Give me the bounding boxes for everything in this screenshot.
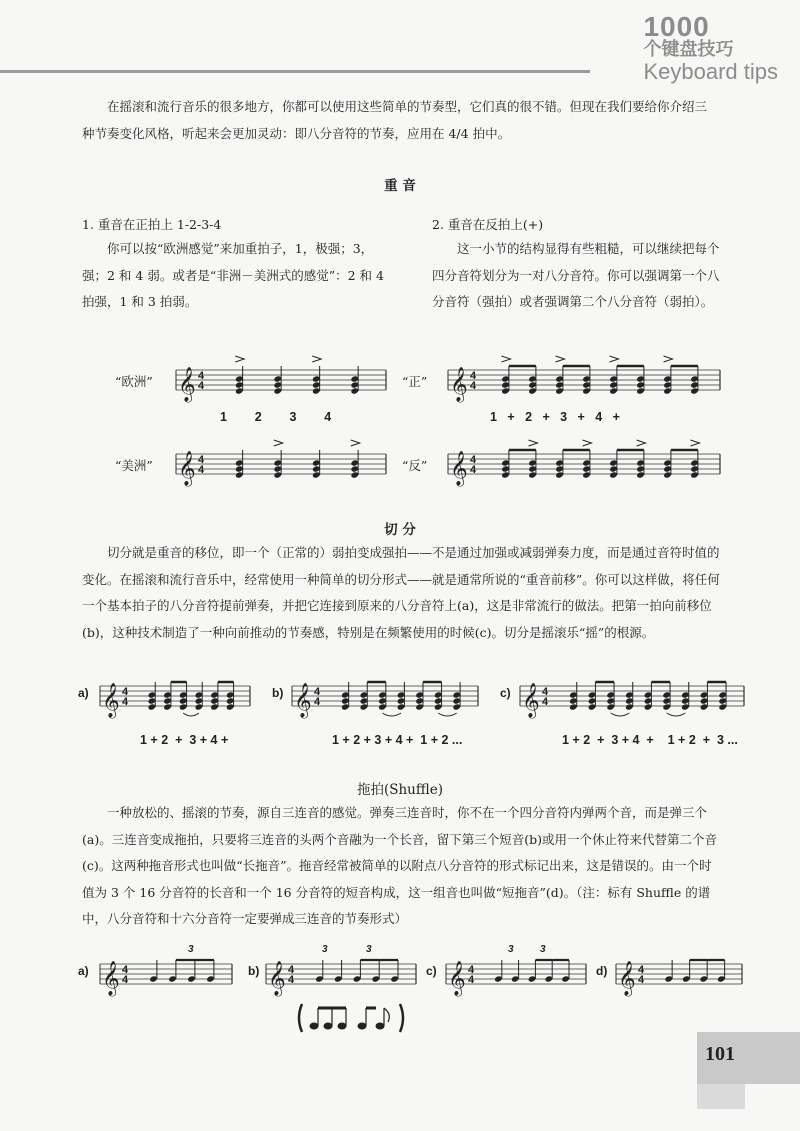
staff-american	[176, 446, 386, 484]
sync-count-b: 1 + 2 + 3 + 4 + 1 + 2 ...	[332, 733, 463, 747]
svg-text:𝄞: 𝄞	[102, 961, 120, 996]
svg-text:4: 4	[638, 964, 645, 976]
syncopation-heading: 切 分	[384, 522, 416, 538]
svg-text:𝄞: 𝄞	[178, 367, 196, 402]
page-number: 101	[705, 1043, 735, 1065]
staff-sync-a	[100, 678, 250, 716]
svg-text:4: 4	[122, 974, 129, 986]
beat-count-quarter: 1 2 3 4	[220, 410, 332, 424]
svg-text:4: 4	[198, 454, 205, 466]
svg-text:4: 4	[470, 454, 477, 466]
sync-count-c: 1 + 2 + 3 + 4 + 1 + 2 + 3 ...	[562, 733, 738, 747]
shuffle-example-b-label: b)	[248, 964, 260, 978]
staff-shuffle-b	[266, 956, 416, 994]
staff-shuffle-d	[616, 956, 742, 994]
svg-text:4: 4	[198, 464, 205, 476]
shuffle-heading: 拖拍(Shuffle)	[356, 782, 444, 798]
svg-text:4: 4	[122, 964, 129, 976]
svg-text:4: 4	[638, 974, 645, 986]
svg-text:4: 4	[468, 974, 475, 986]
brand-title-cn: 个键盘技巧	[643, 39, 734, 60]
svg-text:𝄞: 𝄞	[102, 683, 120, 718]
svg-text:4: 4	[470, 370, 477, 382]
svg-text:𝄞: 𝄞	[268, 961, 286, 996]
sync-example-b-label: b)	[272, 686, 284, 700]
label-european: “欧洲”	[115, 374, 153, 389]
svg-text:4: 4	[288, 974, 295, 986]
brand-number: 1000	[643, 11, 710, 42]
book-brand	[643, 11, 778, 84]
svg-text:𝄞: 𝄞	[618, 961, 636, 996]
svg-text:4: 4	[122, 686, 129, 698]
triplet-mark-b2: 3	[366, 944, 372, 955]
sync-count-a: 1 + 2 + 3 + 4 +	[140, 733, 229, 747]
beat-count-eighth: 1 + 2 + 3 + 4 +	[490, 410, 620, 424]
svg-text:4: 4	[470, 380, 477, 392]
shuffle-paragraph: 一种放松的、摇滚的节奏，源自三连音的感觉。弹奏三连音时，你不在一个四分音符内弹两个音，而是弹三个(a)。三连音变成拖拍，只要将三连音的头两个音融为一个长音，留下第三个短音(b)或用一个休止符来代替第二个音(c)。这两种拖音形式也叫做“长拖音”。拖音经常被简单的以附点八分音符的形式标记出来，这是错误的。由一个时值为 3 个 16 分音符的长音和一个 16 分音符的短音构成，这一组音也叫做“短拖音”(d)。（注：标有 Shuffle 的谱中，八分音符和十六分音符一定要弹成三连音的节奏形式）	[82, 805, 717, 926]
svg-text:𝄞: 𝄞	[450, 367, 468, 402]
svg-text:4: 4	[542, 696, 549, 708]
sync-example-c-label: c)	[500, 686, 511, 700]
staff-sync-c	[520, 678, 744, 716]
triplet-mark-a: 3	[188, 944, 194, 955]
shuffle-example-a-label: a)	[78, 964, 89, 978]
accent-heading: 重 音	[384, 178, 416, 194]
staff-european	[176, 362, 386, 400]
svg-text:4: 4	[314, 686, 321, 698]
svg-text:4: 4	[468, 964, 475, 976]
svg-text:𝄞: 𝄞	[450, 451, 468, 486]
accent-left-body: 你可以按“欧洲感觉”来加重拍子，1，极强；3，强；2 和 4 弱。或者是“非洲－美洲式的感觉”：2 和 4 拍强，1 和 3 拍弱。	[82, 241, 384, 309]
svg-text:4: 4	[122, 696, 129, 708]
svg-text:𝄞: 𝄞	[522, 683, 540, 718]
svg-text:4: 4	[288, 964, 295, 976]
label-off-beat: “反”	[402, 458, 428, 473]
svg-text:𝄞: 𝄞	[448, 961, 466, 996]
shuffle-equivalence-notation	[296, 1000, 406, 1036]
svg-text:4: 4	[542, 686, 549, 698]
svg-text:𝄞: 𝄞	[294, 683, 312, 718]
label-american: “美洲”	[115, 458, 153, 473]
sync-example-a-label: a)	[78, 686, 89, 700]
triplet-mark-b1: 3	[322, 944, 328, 955]
accent-right-body: 这一小节的结构显得有些粗糙，可以继续把每个四分音符划分为一对八分音符。你可以强调第一个八分音符（强拍）或者强调第二个八分音符（弱拍）。	[432, 241, 720, 309]
intro-paragraph: 在摇滚和流行音乐的很多地方，你都可以使用这些简单的节奏型，它们真的很不错。但现在我们要给你介绍三种节奏变化风格，听起来会更加灵动：即八分音符的节奏，应用在 4/4 拍中。	[82, 99, 708, 141]
svg-text:4: 4	[314, 696, 321, 708]
staff-sync-b	[292, 678, 478, 716]
svg-text:4: 4	[470, 464, 477, 476]
accent-left-title: 1. 重音在正拍上 1-2-3-4	[82, 217, 222, 232]
brand-title-en: Keyboard tips	[643, 59, 778, 84]
svg-text:4: 4	[198, 380, 205, 392]
triplet-mark-c1: 3	[508, 944, 514, 955]
triplet-mark-c2: 3	[540, 944, 546, 955]
shuffle-example-d-label: d)	[596, 964, 608, 978]
shuffle-example-c-label: c)	[426, 964, 437, 978]
syncopation-paragraph: 切分就是重音的移位，即一个（正常的）弱拍变成强拍——不是通过加强或减弱弹奏力度，而是通过音符时值的变化。在摇滚和流行音乐中，经常使用一种简单的切分形式——就是通常所说的“重音前移”。你可以这样做，将任何一个基本拍子的八分音符提前弹奏，并把它连接到原来的八分音符上(a)，这是非常流行的做法。把第一拍向前移位(b)，这种技术制造了一种向前推动的节奏感，特别是在频繁使用的时候(c)。切分是摇滚乐“摇”的根源。	[82, 545, 720, 640]
staff-on-beat	[448, 362, 720, 400]
staff-off-beat	[448, 446, 720, 484]
accent-right-title: 2. 重音在反拍上(+)	[432, 217, 544, 232]
staff-shuffle-c	[446, 956, 586, 994]
page-edge-tab	[697, 1084, 745, 1109]
staff-shuffle-a	[100, 956, 232, 994]
svg-text:𝄞: 𝄞	[178, 451, 196, 486]
header-rule	[0, 70, 590, 73]
svg-text:4: 4	[198, 370, 205, 382]
label-on-beat: “正”	[402, 374, 428, 389]
